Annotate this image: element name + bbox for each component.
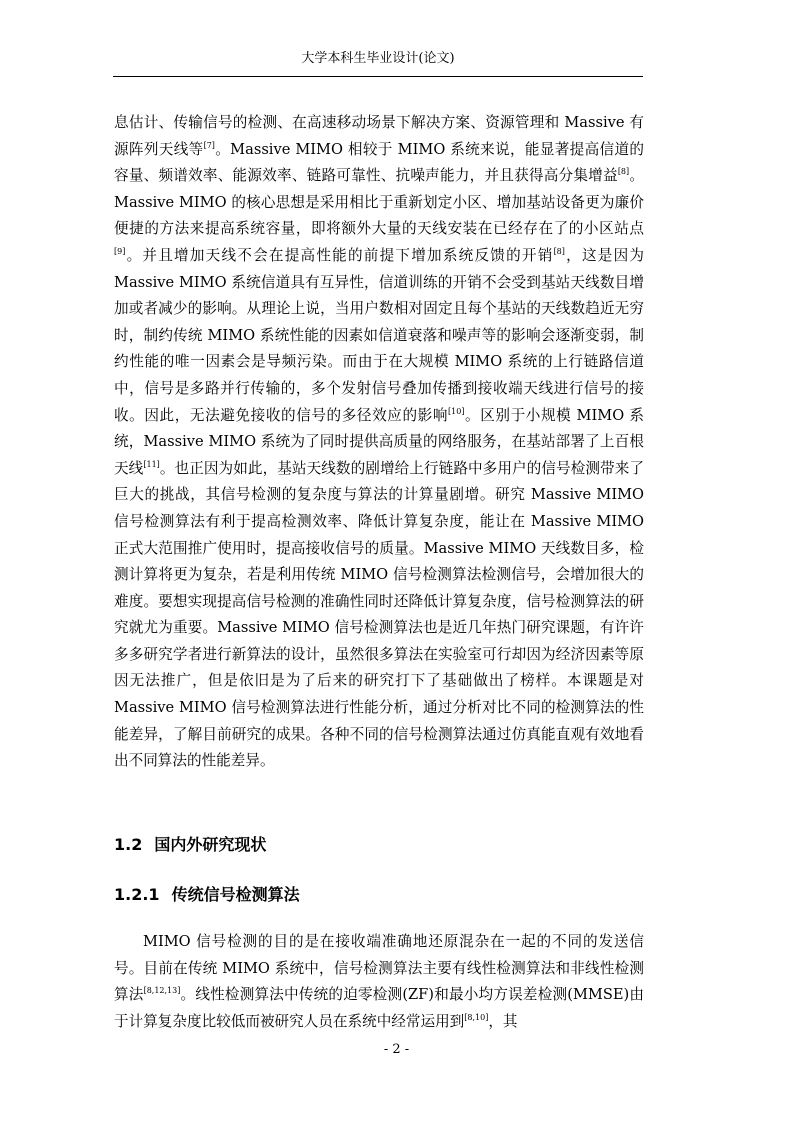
text-run: 。也正因为如此，基站天线数的剧增给上行链路中多用户的信号检测带来了巨大的挑战，其信号检测的复杂度与算法的计算量剧增。研究 Massive MIMO 信号检测算法有利于提高检测效率、降低计算复杂度，能让在 Massive MIMO 正式大范围推广使用时，提高接收信号的质量。Massive MIMO 天线数目多，检测计算将更为复杂，若是利用传统 MIMO 信号检测算法检测信号，会增加很大的难度。要想实现提高信号检测的准确性同时还降低计算复杂度，信号检测算法的研究就尤为重要。Massive MIMO 信号检测算法也是近几年热门研究课题，有许许多多研究学者进行新算法的设计，虽然很多算法在实验室可行却因为经济因素等原因无法推广，但是依旧是为了后来的研究打下了基础做出了榜样。本课题是对 Massive MIMO 信号检测算法进行性能分析，通过分析对比不同的检测算法的性能差异，了解目前研究的成果。各种不同的信号检测算法通过仿真能直观有效地看出不同算法的性能差异。: [114, 459, 644, 770]
text-run: 。区别于小规模 MIMO 系统，Massive MIMO 系统为了同时提供高质量的网络服务，在基站部署了上百根天线: [114, 406, 644, 477]
subsection-number: 1.2.1: [114, 885, 160, 904]
text-run: MIMO 信号检测的目的是在接收端准确地还原混杂在一起的不同的发送信号。目前在传统 MIMO 系统中，信号检测算法主要有线性检测算法和非线性检测算法: [114, 933, 644, 1004]
subsection-heading: [114, 884, 300, 906]
body-paragraph: [114, 110, 644, 775]
section-number: 1.2: [114, 835, 143, 854]
text-run: 息估计、传输信号的检测、在高速移动场景下解决方案、资源管理和 Massive 有源阵列天线等: [114, 114, 644, 158]
body-paragraph: [114, 929, 644, 1035]
section-heading: [114, 834, 266, 856]
citation: [8]: [553, 247, 565, 257]
text-run: 。并且增加天线不会在提高性能的前提下增加系统反馈的开销: [125, 246, 554, 264]
citation: [10]: [448, 406, 465, 416]
header-rule: [113, 76, 643, 77]
subsection-title: 传统信号检测算法: [171, 885, 300, 904]
citation: [8]: [617, 167, 630, 177]
citation: [11]: [143, 459, 160, 469]
text-run: ，这是因为 Massive MIMO 系统信道具有互异性，信道训练的开销不会受到基站天线数目增加或者减少的影响。从理论上说，当用户数相对固定且每个基站的天线数趋近无穷时，制约传统 MIMO 系统性能的因素如信道衰落和噪声等的影响会逐渐变弱，制约性能的唯一因素会是导频污染。而由于在大规模 MIMO 系统的上行链路信道中，信号是多路并行传输的，多个发射信号叠加传播到接收端天线进行信号的接收。因此，无法避免接收的信号的多径效应的影响: [114, 246, 644, 424]
text-run: 。Massive MIMO 的核心思想是采用相比于重新划定小区、增加基站设备更为廉价便捷的方法来提高系统容量，即将额外大量的天线安装在已经存在了的小区站点: [114, 167, 644, 238]
section-title: 国内外研究现状: [154, 835, 267, 854]
citation: [9]: [114, 247, 126, 257]
citation: [7]: [203, 140, 215, 150]
page-number: - 2 -: [383, 1042, 410, 1057]
text-run: 。Massive MIMO 相较于 MIMO 系统来说，能显著提高信道的容量、频谱效率、能源效率、链路可靠性、抗噪声能力，并且获得高分集增益: [114, 140, 644, 185]
text-run: 。线性检测算法中传统的迫零检测(ZF)和最小均方误差检测(MMSE)由于计算复杂度比较低而被研究人员在系统中经常运用到: [114, 986, 644, 1030]
text-run: ，其: [488, 1012, 518, 1030]
running-header: 大学本科生毕业设计(论文): [301, 51, 455, 66]
citation: [8,10]: [464, 1012, 489, 1022]
citation: [8,12,13]: [143, 986, 181, 996]
